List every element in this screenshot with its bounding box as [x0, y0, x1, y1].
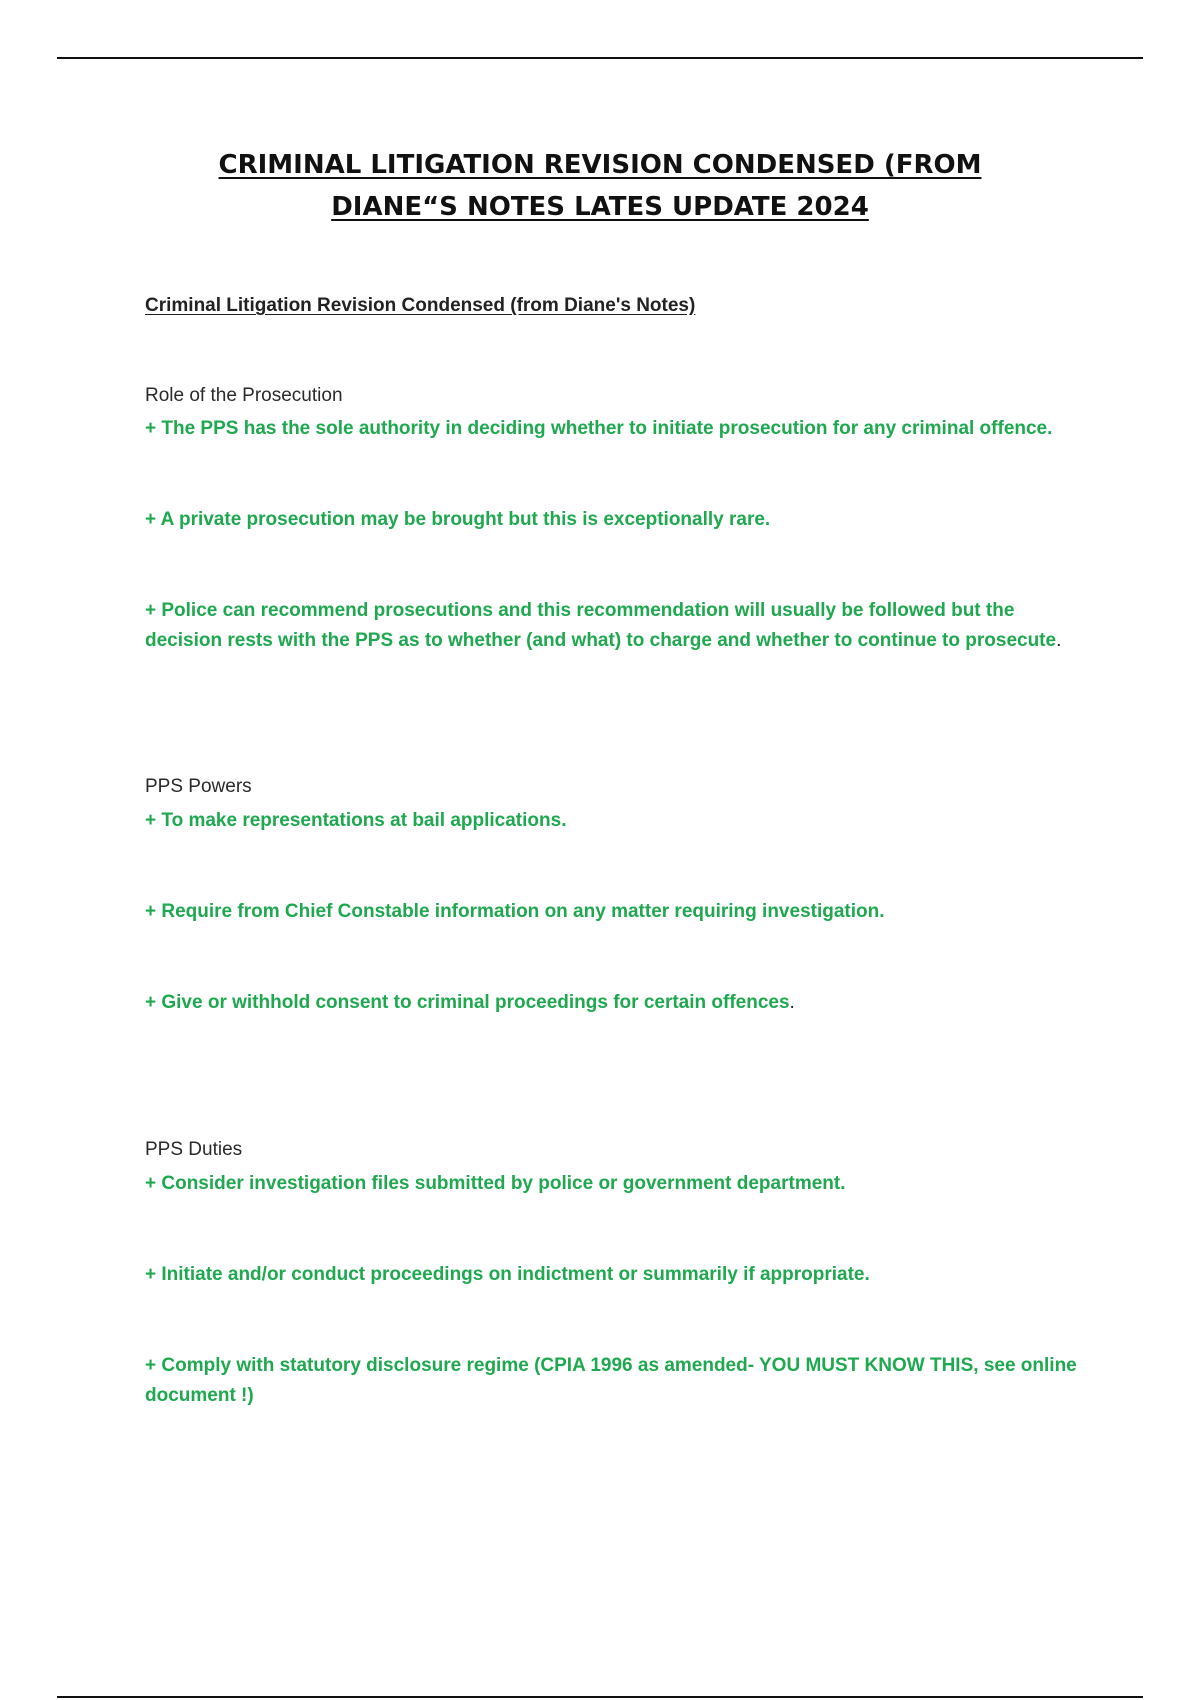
bullet-item [145, 1169, 1095, 1199]
bullet-trail: . [789, 992, 795, 1013]
bullet-text: + A private prosecution may be brought but this is exceptionally rare. [145, 509, 771, 530]
top-rule [57, 57, 1143, 59]
bullet-item [145, 505, 1095, 535]
bullet-text: + Comply with statutory disclosure regime (CPIA 1996 as amended- YOU MUST KNOW THIS, see online document !) [145, 1355, 1077, 1406]
bullet-item [145, 806, 1095, 836]
section-heading: PPS Duties [145, 1139, 243, 1160]
section-role-of-prosecution [145, 383, 1095, 683]
bullet-item [145, 988, 1095, 1018]
document-title [150, 144, 1050, 228]
bullet-text: + Police can recommend prosecutions and this recommendation will usually be followed but the decision rests with the PPS as to whether (and what) to charge and whether to continue to prosecute [145, 600, 1057, 651]
document-body [145, 293, 1095, 1406]
bottom-rule [57, 1696, 1143, 1698]
title-line-1: CRIMINAL LITIGATION REVISION CONDENSED (FROM [218, 150, 982, 180]
document-subtitle: Criminal Litigation Revision Condensed (from Diane's Notes) [145, 295, 696, 316]
section-pps-duties [145, 1137, 1095, 1437]
section-pps-powers [145, 774, 1095, 1034]
section-heading: PPS Powers [145, 776, 252, 797]
title-line-2: DIANE“S NOTES LATES UPDATE 2024 [331, 192, 869, 222]
bullet-text: + Consider investigation files submitted by police or government department. [145, 1173, 846, 1194]
bullet-item [145, 414, 1095, 444]
section-heading: Role of the Prosecution [145, 385, 343, 406]
bullet-item [145, 897, 1095, 927]
bullet-text: + The PPS has the sole authority in deciding whether to initiate prosecution for any criminal offence. [145, 418, 1053, 439]
bullet-item [145, 1351, 1095, 1411]
bullet-trail: . [1056, 630, 1062, 651]
bullet-text: + Give or withhold consent to criminal proceedings for certain offences [145, 992, 790, 1013]
bullet-text: + Require from Chief Constable information on any matter requiring investigation. [145, 901, 885, 922]
bullet-item [145, 596, 1095, 656]
bullet-text: + Initiate and/or conduct proceedings on indictment or summarily if appropriate. [145, 1264, 870, 1285]
bullet-item [145, 1260, 1095, 1290]
bullet-text: + To make representations at bail applications. [145, 810, 567, 831]
